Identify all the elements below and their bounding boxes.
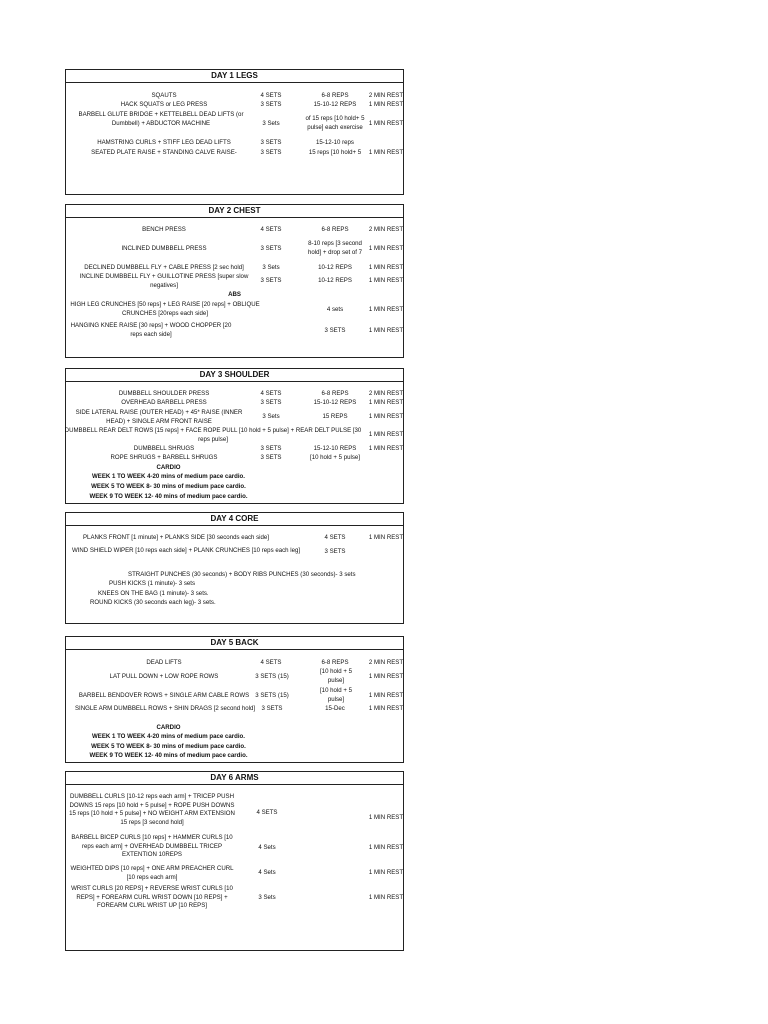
- reps: 10-12 REPS: [318, 264, 352, 271]
- rest: 1 MIN REST: [368, 844, 404, 851]
- sets: 4 Sets: [258, 844, 276, 851]
- rest: 1 MIN REST: [368, 534, 404, 541]
- exercise: HAMSTRING CURLS + STIFF LEG DEAD LIFTS: [97, 139, 231, 146]
- rest: 1 MIN REST: [368, 399, 404, 406]
- rest: 1 MIN REST: [368, 894, 404, 901]
- sets: 3 SETS: [260, 445, 282, 452]
- exercise: HANGING KNEE RAISE [30 reps] + WOOD CHOPPER [20 reps each side]: [70, 322, 232, 338]
- sets: 3 SETS (15): [255, 692, 289, 699]
- rest: 1 MIN REST: [368, 431, 404, 438]
- day6-title: DAY 6 ARMS: [66, 772, 403, 785]
- sets: 3 SETS: [260, 149, 282, 156]
- extra-line: KNEES ON THE BAG (1 minute)- 3 sets.: [98, 590, 209, 597]
- sets: 3 SETS: [261, 705, 283, 712]
- rest: 2 MIN REST: [368, 226, 404, 233]
- rest: 2 MIN REST: [368, 92, 404, 99]
- reps: [10 hold + 5 pulse]: [319, 687, 353, 703]
- reps: 10-12 REPS: [318, 277, 352, 284]
- exercise: HIGH LEG CRUNCHES [50 reps] + LEG RAISE [20 reps] + OBLIQUE CRUNCHES [20reps each side]: [70, 301, 260, 317]
- cardio-line: WEEK 5 TO WEEK 8- 30 mins of medium pace cardio.: [91, 483, 246, 490]
- reps: 6-8 REPS: [321, 92, 349, 99]
- rest: 1 MIN REST: [368, 673, 404, 680]
- sets: 4 SETS: [256, 809, 278, 816]
- rest: 1 MIN REST: [368, 445, 404, 452]
- reps: of 15 reps [10 hold+ 5 pulse] each exercise: [305, 115, 365, 131]
- exercise: DUMBBELL REAR DELT ROWS [15 reps] + FACE ROPE PULL [10 hold + 5 pulse] + REAR DELT PULSE [30 reps pulse]: [64, 427, 362, 443]
- exercise: SIDE LATERAL RAISE (OUTER HEAD) + 45* RAISE (INNER HEAD) + SINGLE ARM FRONT RAISE: [75, 409, 243, 425]
- rest: 1 MIN REST: [368, 413, 404, 420]
- rest: 1 MIN REST: [368, 327, 404, 334]
- reps: 15-10-12 REPS: [313, 399, 357, 406]
- rest: 1 MIN REST: [368, 245, 404, 252]
- reps: 4 sets: [326, 306, 344, 313]
- abs-label: ABS: [228, 291, 241, 298]
- reps: 15-10-12 REPS: [313, 101, 357, 108]
- exercise: OVERHEAD BARBELL PRESS: [121, 399, 207, 406]
- reps: 15-Dec: [325, 705, 345, 712]
- sets: 4 SETS: [260, 226, 282, 233]
- reps: 8-10 reps [3 second hold] + drop set of 7: [307, 240, 363, 256]
- extra-line: ROUND KICKS (30 seconds each leg)- 3 sets.: [90, 599, 216, 606]
- day5-section: [65, 636, 404, 763]
- cardio-line: WEEK 5 TO WEEK 8- 30 mins of medium pace cardio.: [91, 743, 246, 750]
- reps: 6-8 REPS: [321, 226, 349, 233]
- cardio-line: WEEK 1 TO WEEK 4-20 mins of medium pace cardio.: [92, 473, 245, 480]
- exercise: WRIST CURLS [20 REPS] + REVERSE WRIST CURLS [10 REPS] + FOREARM CURL WRIST DOWN [10 REPS] + FOREARM CURL WRIST UP [10 REPS]: [71, 885, 233, 910]
- rest: 1 MIN REST: [368, 705, 404, 712]
- exercise: WEIGHTED DIPS [10 reps] + ONE ARM PREACHER CURL [10 reps each arm]: [70, 865, 234, 881]
- sets: 4 Sets: [258, 869, 276, 876]
- rest: 1 MIN REST: [368, 149, 404, 156]
- rest: 1 MIN REST: [368, 692, 404, 699]
- day2-title: DAY 2 CHEST: [66, 205, 403, 218]
- rest: 1 MIN REST: [368, 264, 404, 271]
- rest: 2 MIN REST: [368, 659, 404, 666]
- exercise: SQAUTS: [151, 92, 177, 99]
- exercise: DUMBBELL CURLS [10-12 reps each arm] + TRICEP PUSH DOWNS 15 reps [10 hold + 5 pulse] + ROPE PUSH DOWNS 15 reps [10 hold + 5 pulse] + NO WEIGHT ARM EXTENSION 15 reps [3 second hold]: [69, 793, 235, 826]
- exercise: DUMBBELL SHOULDER PRESS: [118, 390, 210, 397]
- day4-section: [65, 512, 404, 624]
- sets: 4 SETS: [260, 390, 282, 397]
- sets: 3 SETS: [260, 245, 282, 252]
- exercise: SINGLE ARM DUMBBELL ROWS + SHIN DRAGS [2 second hold]: [74, 705, 256, 712]
- sets: 3 SETS: [260, 454, 282, 461]
- exercise: INCLINE DUMBBELL FLY + GUILLOTINE PRESS [super slow negatives]: [79, 273, 249, 289]
- reps: [10 hold + 5 pulse]: [310, 454, 360, 461]
- sets: 4 SETS: [324, 534, 346, 541]
- sets: 3 SETS: [324, 548, 346, 555]
- exercise: INCLINED DUMBBELL PRESS: [121, 245, 207, 252]
- reps: 15-12-10 reps: [316, 139, 354, 146]
- sets: 3 SETS: [260, 277, 282, 284]
- sets: 3 Sets: [258, 894, 276, 901]
- reps: 6-8 REPS: [321, 390, 349, 397]
- cardio-label: CARDIO: [156, 464, 181, 471]
- reps: 6-8 REPS: [321, 659, 349, 666]
- day3-title: DAY 3 SHOULDER: [66, 369, 403, 382]
- exercise: DEAD LIFTS: [146, 659, 182, 666]
- cardio-line: WEEK 9 TO WEEK 12- 40 mins of medium pace cardio.: [89, 752, 248, 759]
- exercise: DUMBBELL SHRUGS: [133, 445, 195, 452]
- exercise: WIND SHIELD WIPER [10 reps each side] + PLANK CRUNCHES [10 reps each leg]: [71, 547, 301, 554]
- cardio-line: WEEK 1 TO WEEK 4-20 mins of medium pace cardio.: [92, 733, 245, 740]
- extra-line: PUSH KICKS (1 minute)- 3 sets: [109, 580, 196, 587]
- reps: 3 SETS: [324, 327, 346, 334]
- reps: 15 REPS: [322, 413, 348, 420]
- exercise: BARBELL BICEP CURLS [10 reps] + HAMMER CURLS [10 reps each arm] + OVERHEAD DUMBBELL TRICEP EXTENTION 10REPS: [71, 834, 233, 859]
- exercise: DECLINED DUMBBELL FLY + CABLE PRESS [2 sec hold]: [84, 264, 244, 271]
- exercise: HACK SQUATS or LEG PRESS: [120, 101, 208, 108]
- exercise: PLANKS FRONT [1 minute] + PLANKS SIDE [30 seconds each side]: [82, 534, 269, 541]
- rest: 1 MIN REST: [368, 120, 404, 127]
- rest: 1 MIN REST: [368, 101, 404, 108]
- sets: 3 SETS: [260, 139, 282, 146]
- rest: 1 MIN REST: [368, 277, 404, 284]
- rest: 1 MIN REST: [368, 814, 404, 821]
- day1-section: [65, 69, 404, 195]
- reps: [10 hold + 5 pulse]: [319, 668, 353, 684]
- day5-title: DAY 5 BACK: [66, 637, 403, 650]
- cardio-line: WEEK 9 TO WEEK 12- 40 mins of medium pace cardio.: [89, 493, 248, 500]
- day2-section: [65, 204, 404, 358]
- reps: 15-12-10 REPS: [313, 445, 357, 452]
- sets: 4 SETS: [260, 92, 282, 99]
- exercise: ROPE SHRUGS + BARBELL SHRUGS: [110, 454, 218, 461]
- day3-section: [65, 368, 404, 504]
- reps: 15 reps [10 hold+ 5: [308, 149, 362, 156]
- exercise: LAT PULL DOWN + LOW ROPE ROWS: [109, 673, 219, 680]
- extra-line: STRAIGHT PUNCHES (30 seconds) + BODY RIBS PUNCHES (30 seconds)- 3 sets: [128, 571, 356, 578]
- sets: 3 SETS: [260, 101, 282, 108]
- exercise: SEATED PLATE RAISE + STANDING CALVE RAISE-: [91, 149, 237, 156]
- sets: 3 Sets: [262, 120, 280, 127]
- exercise: BARBELL GLUTE BRIDGE + KETTELBELL DEAD LIFTS (or Dumbbell) + ABDUCTOR MACHINE: [78, 111, 244, 127]
- sets: 3 SETS (15): [255, 673, 289, 680]
- day4-title: DAY 4 CORE: [66, 513, 403, 526]
- day1-title: DAY 1 LEGS: [66, 70, 403, 83]
- rest: 1 MIN REST: [368, 306, 404, 313]
- rest: 2 MIN REST: [368, 390, 404, 397]
- cardio-label: CARDIO: [156, 724, 181, 731]
- sets: 3 Sets: [262, 413, 280, 420]
- rest: 1 MIN REST: [368, 869, 404, 876]
- sets: 4 SETS: [260, 659, 282, 666]
- sets: 3 Sets: [262, 264, 280, 271]
- sets: 3 SETS: [260, 399, 282, 406]
- exercise: BARBELL BENDOVER ROWS + SINGLE ARM CABLE ROWS: [78, 692, 250, 699]
- exercise: BENCH PRESS: [142, 226, 186, 233]
- day6-section: [65, 771, 404, 951]
